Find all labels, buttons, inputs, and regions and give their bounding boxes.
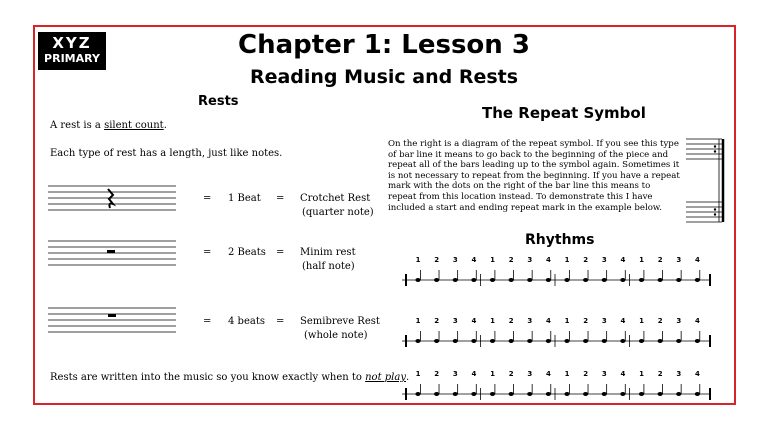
beat-count-label: 1 (490, 370, 495, 378)
beat-count-label: 1 (639, 256, 644, 264)
beat-count-label: 3 (601, 370, 607, 378)
rest-length-line: Each type of rest has a length, just like notes. (50, 148, 283, 159)
beat-count-label: 2 (508, 317, 514, 325)
beat-count-label: 1 (490, 256, 495, 264)
crotchet-beats: 1 Beat (228, 193, 261, 204)
rests-footer: Rests are written into the music so you know exactly when to not play. (50, 372, 410, 383)
beat-count-label: 3 (527, 370, 533, 378)
beat-count-label: 2 (434, 256, 440, 264)
semibreve-beats: 4 beats (228, 316, 265, 327)
beat-count-label: 2 (657, 256, 663, 264)
beat-count-label: 2 (583, 317, 589, 325)
beat-count-label: 2 (657, 317, 663, 325)
minim-beats: 2 Beats (228, 247, 266, 258)
beat-count-label: 4 (545, 256, 551, 264)
beat-count-label: 3 (676, 317, 682, 325)
beat-count-label: 4 (694, 256, 700, 264)
minim-rest-name: Minim rest (300, 247, 356, 258)
beat-count-label: 1 (490, 317, 495, 325)
minim-eq-2: = (276, 247, 285, 258)
minim-eq-1: = (203, 247, 212, 258)
beat-count-label: 3 (601, 317, 607, 325)
beat-count-label: 3 (676, 370, 682, 378)
not-play-emphasis: not play (365, 372, 406, 383)
beat-count-label: 3 (601, 256, 607, 264)
beat-count-label: 2 (583, 256, 589, 264)
beat-count-label: 4 (471, 256, 477, 264)
beat-count-label: 3 (676, 256, 682, 264)
beat-count-label: 2 (583, 370, 589, 378)
beat-count-label: 4 (620, 317, 626, 325)
beat-count-label: 2 (657, 370, 663, 378)
beat-count-label: 1 (639, 370, 644, 378)
beat-count-label: 4 (471, 317, 477, 325)
beat-count-label: 1 (639, 317, 644, 325)
beat-count-label: 4 (620, 256, 626, 264)
rest-definition: A rest is a silent count. (50, 120, 167, 131)
beat-count-label: 4 (694, 370, 700, 378)
beat-count-label: 1 (415, 317, 421, 325)
beat-count-label: 4 (620, 370, 626, 378)
semibreve-rest-alt: (whole note) (304, 330, 368, 341)
beat-count-label: 2 (508, 256, 514, 264)
beat-count-label: 3 (452, 370, 458, 378)
semibreve-eq-1: = (203, 316, 212, 327)
logo-mark: XYZ (52, 34, 92, 52)
beat-count-label: 3 (527, 317, 533, 325)
repeat-paragraph: On the right is a diagram of the repeat symbol. If you see this type of bar line it means to go back to the beginning of the piece and repeat all of the bars leading up to the symbol again. Sometimes it is not necessary to repeat from the beginning. If you have a repeat mark with the dots on the right of the bar line this means to repeat from this location instead. To demonstrate this I have included a start and ending repeat mark in the example below. (388, 139, 680, 213)
minim-rest-alt: (half note) (302, 261, 355, 272)
repeat-heading: The Repeat Symbol (482, 104, 646, 122)
beat-count-label: 3 (452, 256, 458, 264)
beat-count-label: 3 (527, 256, 533, 264)
rests-heading: Rests (198, 94, 239, 109)
beat-count-label: 1 (415, 256, 421, 264)
semibreve-eq-2: = (276, 316, 285, 327)
beat-count-label: 4 (545, 370, 551, 378)
beat-count-label: 1 (564, 370, 570, 378)
crotchet-eq-1: = (203, 193, 212, 204)
page-subtitle: Reading Music and Rests (249, 66, 519, 88)
page-title: Chapter 1: Lesson 3 (238, 30, 530, 60)
crotchet-rest-alt: (quarter note) (302, 207, 374, 218)
crotchet-eq-2: = (276, 193, 285, 204)
beat-count-label: 3 (452, 317, 458, 325)
beat-count-label: 4 (471, 370, 477, 378)
logo-word: PRIMARY (44, 52, 100, 65)
rhythms-heading: Rhythms (525, 232, 595, 248)
silent-count-term: silent count (104, 120, 164, 131)
beat-count-label: 2 (434, 317, 440, 325)
semibreve-rest-name: Semibreve Rest (300, 316, 380, 327)
beat-count-label: 4 (694, 317, 700, 325)
beat-count-label: 1 (564, 256, 570, 264)
beat-count-label: 4 (545, 317, 551, 325)
beat-count-label: 1 (564, 317, 570, 325)
beat-count-label: 2 (508, 370, 514, 378)
beat-count-label: 1 (415, 370, 421, 378)
crotchet-rest-name: Crotchet Rest (300, 193, 371, 204)
beat-count-label: 2 (434, 370, 440, 378)
